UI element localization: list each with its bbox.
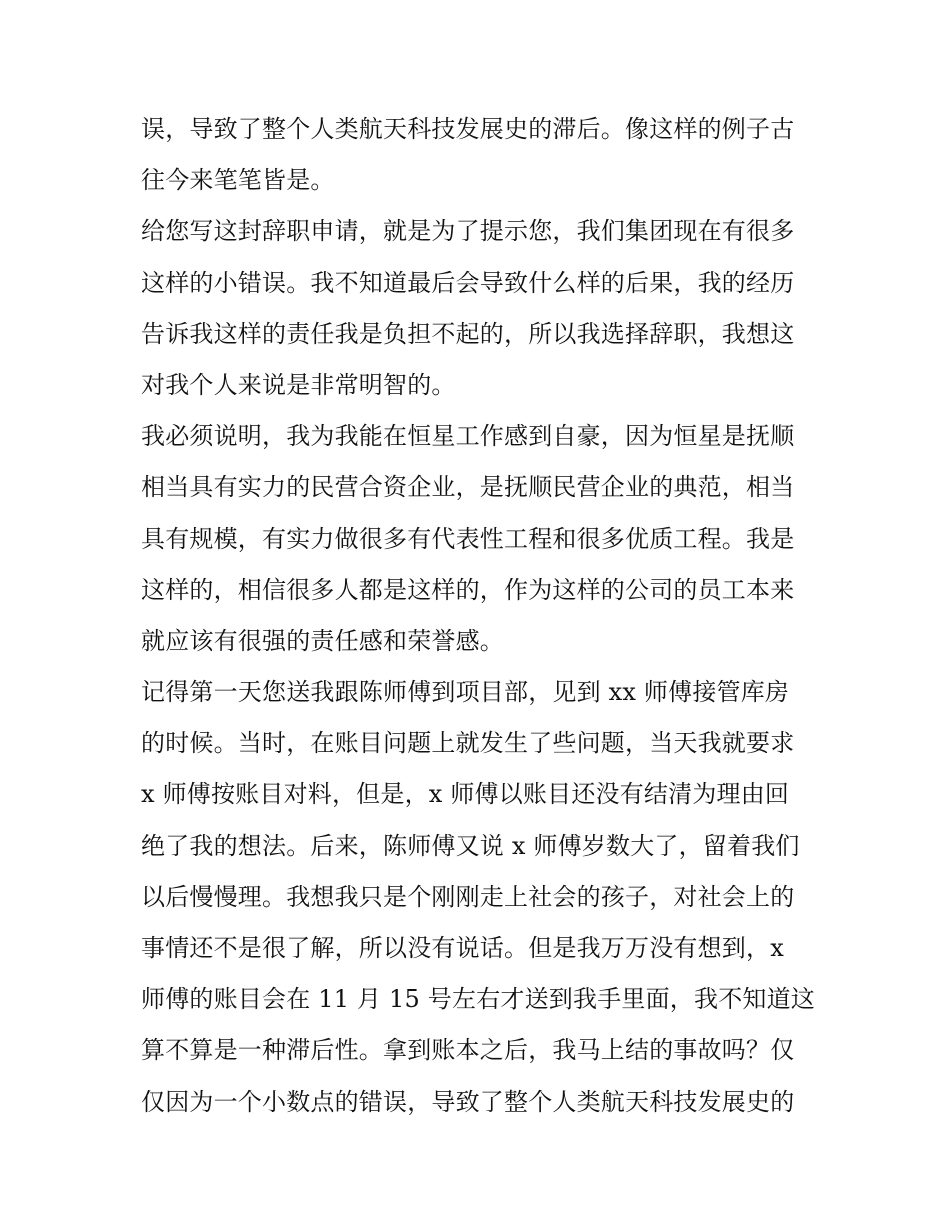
- text-line: 误，导致了整个人类航天科技发展史的滞后。像这样的例子古: [141, 115, 795, 143]
- text-line: 这样的小错误。我不知道最后会导致什么样的后果，我的经历: [141, 268, 795, 297]
- text-line: 以后慢慢理。我想我只是个刚刚走上社会的孩子，对社会上的: [141, 882, 795, 911]
- text-line: 具有规模，有实力做很多有代表性工程和很多优质工程。我是: [141, 524, 795, 553]
- text-line: 的时候。当时，在账目问题上就发生了些问题，当天我就要求: [141, 729, 795, 758]
- text-line: x 师傅按账目对料，但是，x 师傅以账目还没有结清为理由回: [141, 780, 790, 809]
- text-line: 事情还不是很了解，所以没有说话。但是我万万没有想到，x: [141, 934, 784, 962]
- text-line: 这样的，相信很多人都是这样的，作为这样的公司的员工本来: [141, 575, 795, 604]
- text-line: 记得第一天您送我跟陈师傅到项目部，见到 xx 师傅接管库房: [141, 678, 790, 707]
- text-line: 仅因为一个小数点的错误，导致了整个人类航天科技发展史的: [141, 1087, 795, 1116]
- text-line: 往今来笔笔皆是。: [141, 166, 335, 195]
- text-line: 就应该有很强的责任感和荣誉感。: [141, 626, 504, 655]
- text-line: 给您写这封辞职申请，就是为了提示您，我们集团现在有很多: [141, 217, 795, 246]
- text-line: 相当具有实力的民营合资企业，是抚顺民营企业的典范，相当: [141, 473, 795, 502]
- text-line: 绝了我的想法。后来，陈师傅又说 x 师傅岁数大了，留着我们: [141, 831, 800, 860]
- text-line: 我必须说明，我为我能在恒星工作感到自豪，因为恒星是抚顺: [141, 422, 795, 451]
- text-line: 算不算是一种滞后性。拿到账本之后，我马上结的事故吗？仅: [141, 1036, 795, 1065]
- text-line: 告诉我这样的责任我是负担不起的，所以我选择辞职，我想这: [141, 319, 795, 348]
- text-line: 对我个人来说是非常明智的。: [141, 370, 456, 399]
- document-text-body: [141, 104, 821, 1128]
- text-line: 师傅的账目会在 11 月 15 号左右才送到我手里面，我不知道这: [141, 985, 815, 1014]
